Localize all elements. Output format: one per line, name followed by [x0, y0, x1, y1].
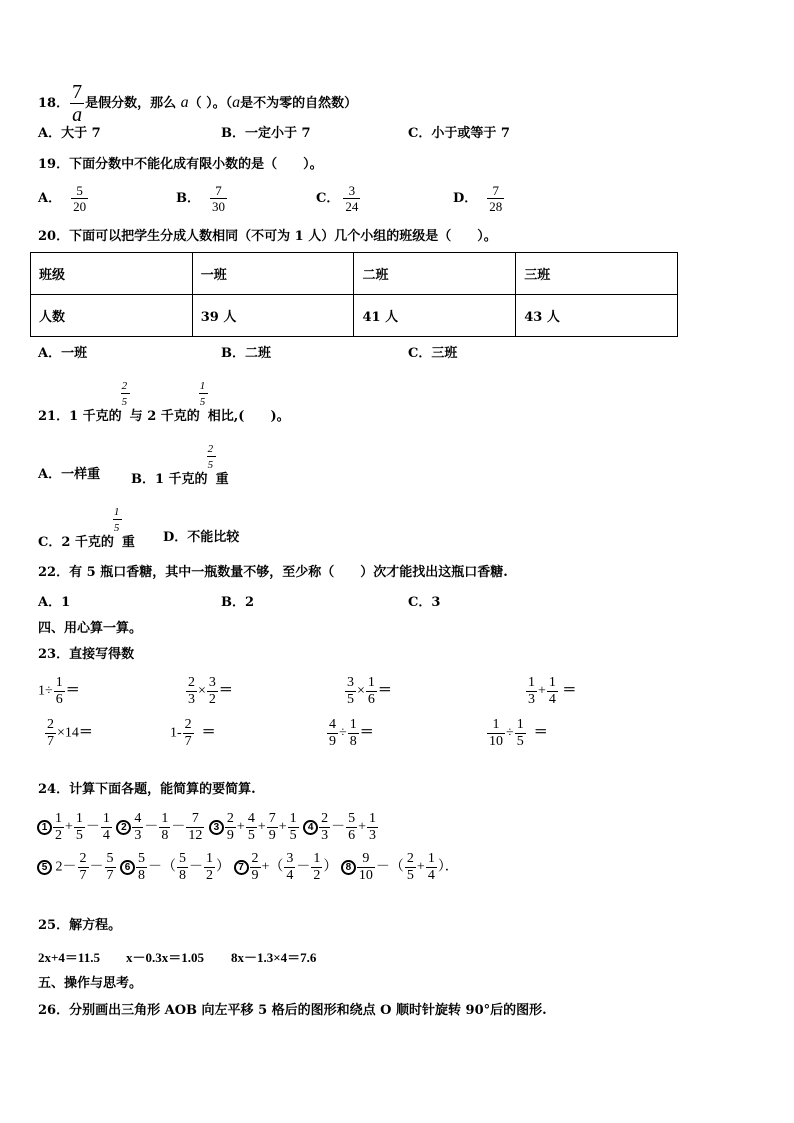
- table-cell: 二班: [354, 253, 516, 295]
- fraction-1-5: $\frac{1}{5}$: [200, 404, 208, 420]
- q21-option-d[interactable]: D．不能比较: [163, 530, 240, 545]
- table-cell: 41 人: [354, 295, 516, 337]
- table-row: [31, 253, 678, 295]
- q23-expr-7: $\frac{4}{9}$ ÷ $\frac{1}{8}$ ＝: [329, 717, 374, 749]
- table-cell: 43 人: [516, 295, 678, 337]
- fraction: $\frac{5}{20}$: [73, 183, 87, 214]
- question-number: 18．: [38, 96, 70, 111]
- table-cell: 班级: [31, 253, 193, 295]
- q21-option-b[interactable]: B．1 千克的 $\frac{2}{5}$ 重: [131, 443, 229, 487]
- q25-equation-3: 8x－1.3×4＝7.6: [231, 950, 317, 965]
- q20-stem: 20．下面可以把学生分成人数相同（不可为 1 人）几个小组的班级是（ ）。: [38, 229, 497, 244]
- q19-option-c[interactable]: C． $\frac{3}{24}$: [316, 183, 359, 214]
- q23-expr-8: $\frac{1}{10}$ ÷ $\frac{1}{5}$ ＝: [489, 717, 548, 749]
- table-row: [31, 295, 678, 337]
- q21-stem: 21．1 千克的 $\frac{2}{5}$ 与 2 千克的 $\frac{1}{5}$ 相比,( )。: [38, 380, 290, 424]
- q25-stem: 25．解方程。: [38, 918, 122, 933]
- fraction-7-over-a: $\frac{7}{a}$: [72, 81, 83, 126]
- fraction-2-5: $\frac{2}{5}$: [208, 467, 216, 483]
- q20-option-b[interactable]: B．二班: [221, 346, 271, 361]
- fraction-1-5: $\frac{1}{5}$: [114, 530, 122, 546]
- section-heading-4: 四、用心算一算。: [38, 621, 143, 636]
- q23-stem: 23．直接写得数: [38, 647, 135, 662]
- table-cell: 三班: [516, 253, 678, 295]
- q18-option-a[interactable]: A．大于 7: [38, 126, 101, 141]
- q18-option-b[interactable]: B．一定小于 7: [221, 126, 311, 141]
- q22-option-b[interactable]: B．2: [221, 595, 255, 610]
- q24-stem: 24．计算下面各题，能简算的要简算.: [38, 782, 256, 797]
- section-heading-5: 五、操作与思考。: [38, 976, 143, 991]
- q20-option-a[interactable]: A．一班: [38, 346, 88, 361]
- q18-stem: 18． $\frac{7}{a}$ 是假分数，那么 a（ ）。（a是不为零的自然数）: [38, 81, 358, 126]
- q21-option-a[interactable]: A．一样重: [38, 467, 101, 482]
- fraction: $\frac{3}{24}$: [345, 183, 359, 214]
- q25-equation-2: x－0.3x＝1.05: [126, 950, 205, 965]
- q22-option-a[interactable]: A．1: [38, 595, 71, 610]
- q23-expr-2: $\frac{2}{3}$ × $\frac{3}{2}$ ＝: [188, 675, 233, 707]
- q19-option-d[interactable]: D． $\frac{7}{28}$: [453, 183, 503, 214]
- q26-stem: 26．分别画出三角形 AOB 向左平移 5 格后的图形和绕点 O 顺时针旋转 90°后的图形.: [38, 1003, 547, 1018]
- class-table: [30, 252, 678, 337]
- q20-option-c[interactable]: C．三班: [408, 346, 458, 361]
- q22-stem: 22．有 5 瓶口香糖，其中一瓶数量不够，至少称（ ）次才能找出这瓶口香糖.: [38, 565, 508, 580]
- table-cell: 39 人: [192, 295, 354, 337]
- table-cell: 一班: [192, 253, 354, 295]
- q25-equation-1: 2x+4＝11.5: [38, 950, 100, 965]
- q24-exprs-row1: 1 $\frac{1}{2}$ + $\frac{1}{5}$ － $\frac{1}{4}$ 2 $\frac{4}{3}$ － $\frac{1}{8}$ － $\frac{7}{12}$ 3 $\frac{2}{9}$ + $\frac{4}{5}$ + $\frac{7}{9}$ + $\frac{1}{5}$ 4 $\frac{2}{3}$ － $\frac{5}{6}$ + $\frac{1}{3}$: [37, 812, 379, 843]
- q22-option-c[interactable]: C．3: [408, 595, 441, 610]
- q23-expr-4: $\frac{1}{3}$ + $\frac{1}{4}$ ＝: [528, 675, 577, 707]
- table-cell: 人数: [31, 295, 193, 337]
- q19-option-b[interactable]: B． $\frac{7}{30}$: [176, 183, 225, 214]
- q23-expr-6: 1- $\frac{2}{7}$ ＝: [170, 717, 216, 749]
- q19-option-a[interactable]: A． $\frac{5}{20}$: [38, 183, 87, 214]
- q23-expr-3: $\frac{3}{5}$ × $\frac{1}{6}$ ＝: [347, 675, 392, 707]
- q24-exprs-row2: 5 2－ $\frac{2}{7}$ － $\frac{5}{7}$ 6 $\frac{5}{8}$ －（ $\frac{5}{8}$ － $\frac{1}{2}$ ） 7 $\frac{2}{9}$ +（ $\frac{3}{4}$ － $\frac{1}{2}$ ） 8 $\frac{9}{10}$ －（ $\frac{2}{5}$ + $\frac{1}{4}$ ）．: [37, 852, 459, 883]
- q23-expr-1: 1÷ $\frac{1}{6}$ ＝: [38, 675, 80, 707]
- fraction: $\frac{7}{28}$: [489, 183, 503, 214]
- q23-expr-5: $\frac{2}{7}$ ×14＝: [47, 717, 93, 749]
- q18-option-c[interactable]: C．小于或等于 7: [408, 126, 510, 141]
- fraction: $\frac{7}{30}$: [212, 183, 225, 214]
- fraction-2-5: $\frac{2}{5}$: [122, 404, 130, 420]
- q21-option-c[interactable]: C．2 千克的 $\frac{1}{5}$ 重: [38, 506, 135, 550]
- q19-stem: 19．下面分数中不能化成有限小数的是（ ）。: [38, 157, 323, 172]
